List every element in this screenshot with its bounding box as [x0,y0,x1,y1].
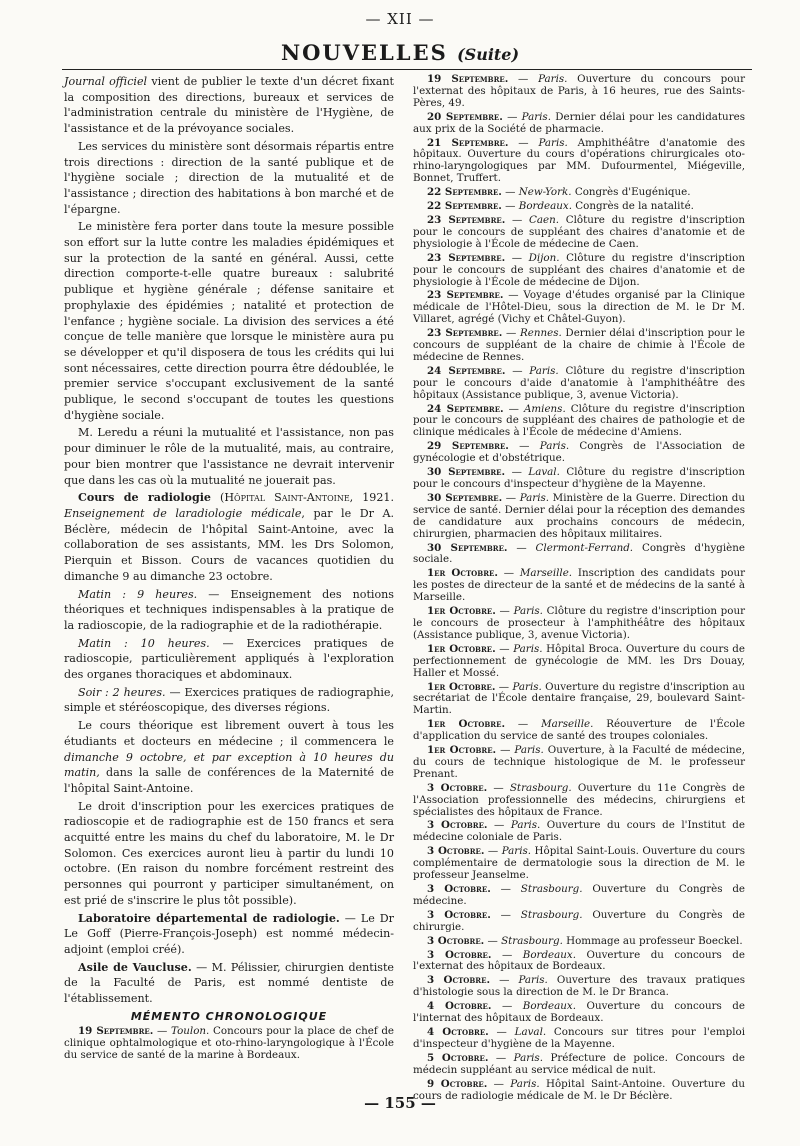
paragraph-cours-ouvert [64,718,394,797]
page-roman-number: — XII — [365,10,435,28]
memento-city: Marseille. [541,718,594,731]
memento-city: Strasbourg. [520,908,583,921]
paragraph-decret-text: vient de publier le texte d'un décret fixant la composition des directions, bureaux et services de l'administration centrale du ministère de l'Hygiène, de l'assistance et de la prévoyance sociales. [64,75,394,136]
memento-date: 19 Septembre. [78,1025,154,1038]
memento-date: 3 Octobre. [427,883,491,895]
soir-text: — Exercices pratiques de radiographie, simple et stéréoscopique, des diverses régions. [64,685,395,715]
memento-text: Dernier délai d'inscription pour le concours de suppléant de la chaire de chimie à l'École de médecine de Rennes. [413,327,745,363]
memento-text: Congrès de la natalité. [571,200,694,213]
memento-entry: 9 Octobre. — Paris. Hôpital Saint-Antoine. Ouverture du cours de radiologie médicale de M. le Dr Béclère. [413,1077,745,1102]
memento-entry: 3 Octobre. — Strasbourg. Ouverture du Congrès de chirurgie. [413,908,746,933]
cours-title: Cours de radiologie [78,491,211,505]
memento-date: 3 Octobre. [427,781,488,794]
journal-officiel: Journal officiel [64,75,148,88]
memento-city: Strasbourg. [520,883,583,895]
cours-enseignement: Enseignement de laradiologie médicale [64,506,302,520]
memento-entry: 21 Septembre. — Paris. Amphithéâtre d'anatomie des hôpitaux. Ouverture du cours d'opérations chirurgicales oto-rhino-laryngologiques par MM. Dufourmentel, Miégeville, Bonnet, Truffert. [413,136,745,185]
memento-date: 1er Octobre. [427,642,496,655]
paragraph-laboratoire [64,911,394,958]
paragraph-asile [64,960,394,1007]
paragraph-services: Les services du ministère sont désormais répartis entre trois directions : direction de la santé publique et de l'hygiène sociale ; direction de la mutualité et de l'assistance ; direction des habitations à bon marché et de l'épargne. [64,139,394,216]
title-text: NOUVELLES [280,40,448,65]
memento-date: 20 Septembre. [427,110,503,123]
memento-entry: 22 Septembre. — Bordeaux. Congrès de la natalité. [427,200,694,213]
right-column [413,73,746,1102]
memento-entry: 1er Octobre. — Marseille. Réouverture de l'École d'application du service de santé des troupes coloniales. [413,718,746,743]
memento-city: Toulon. [171,1025,210,1038]
memento-city: New-York. [518,186,572,199]
memento-text: Congrès d'hygiène sociale. [413,541,745,566]
memento-text: Amphithéâtre d'anatomie des hôpitaux. Ouverture du cours d'opérations chirurgicales oto-rhino-laryngologiques par MM. Dufourmentel, Miégeville, Bonnet, Truffert. [413,136,745,185]
memento-city: Marseille. [519,567,573,580]
paragraph-droit-inscription: Le droit d'inscription pour les exercices pratiques de radioscopie et de radiographie est de 150 francs et sera acquitté entre les mains du chef du laboratoire, M. le Dr Solomon. Ces exercices auront lieu à partir du lundi 10 octobre. (En raison du nombre forcément restreint des personnes qui pourront y participer simultanément, on est prié de s'inscrire le plus tôt possible). [64,799,394,907]
paragraph-cours-radiologie [64,490,394,584]
memento-date: 30 Septembre. [427,466,506,479]
memento-text: Clôture du registre d'inscription pour le concours d'inspecteur d'hygiène de la Mayenne. [413,466,745,490]
memento-entry: 23 Septembre. — Rennes. Dernier délai d'inscription pour le concours de suppléant de la chaire de chimie à l'École de médecine de Rennes. [413,327,745,363]
cours-rest: , par le Dr A. Béclère, médecin de l'hôpital Saint-Antoine, avec la collaboration de ses assistants, MM. les Drs Solomon, Pierquin et Bisson. Cours de vacances quotidien du dimanche 9 au dimanche 23 octobre. [64,506,395,583]
matin-9-label: Matin : 9 heures. [78,587,198,601]
memento-city: Paris. [514,744,544,757]
memento-text: Ouverture du concours pour l'externat des hôpitaux de Paris, à 16 heures, rue des Saints-Pères, 49. [413,73,745,109]
memento-text: Clôture du registre d'inscription pour le concours de suppléant des chaires d'anatomie et de physiologie à l'École de médecine de Dijon. [413,251,745,288]
title-suite: (Suite) [457,45,520,64]
memento-text: Dernier délai pour les candidatures aux prix de la Société de pharmacie. [413,110,745,135]
memento-city: Paris. [513,642,543,655]
memento-city: Dijon. [528,251,560,264]
paragraph-decret [64,74,394,137]
memento-date: 1er Octobre. [427,718,506,731]
matin-10-label: Matin : 10 heures. [78,636,210,650]
memento-city: Strasbourg. [509,781,572,794]
memento-entry: 3 Octobre. — Strasbourg. Ouverture du Congrès de médecine. [413,883,746,907]
memento-date: 1er Octobre. [427,680,496,693]
memento-text: Ouverture du concours de l'internat des hôpitaux de Bordeaux. [413,1000,745,1025]
cours-ouvert-b: dans la salle de conférences de la Maternité de l'hôpital Saint-Antoine. [64,766,394,795]
memento-entry: 1er Octobre. — Marseille. Inscription des candidats pour les postes de directeur de la santé et de médecins de la santé à Marseille. [413,567,745,604]
memento-text: Ouverture du cours de l'Institut de médecine coloniale de Paris. [413,819,745,844]
labo-text: — Le Dr Le Goff (Pierre-François-Joseph) est nommé médecin-adjoint (emploi créé). [64,911,394,956]
memento-city: Clermont-Ferrand. [535,541,634,554]
cours-place: (Hôpital Saint-Antoine, 1921. [210,491,394,505]
memento-city: Laval. [528,466,560,479]
memento-date: 19 Septembre. [427,73,509,85]
memento-entry: 3 Octobre. — Strasbourg. Hommage au professeur Boeckel. [427,934,743,947]
memento-text: Concours sur titres pour l'emploi d'inspecteur d'hygiène de la Mayenne. [413,1025,745,1050]
memento-entry: 1er Octobre. — Paris. Ouverture, à la Faculté de médecine, du cours de technique histologique de M. le professeur Prenant. [413,744,746,780]
memento-text: Ouverture, à la Faculté de médecine, du cours de technique histologique de M. le professeur Prenant. [413,744,746,780]
memento-city: Bordeaux. [522,1000,577,1013]
memento-city: Paris. [538,73,568,85]
memento-date: 3 Octobre. [427,974,491,987]
memento-text: Ouverture du 11e Congrès de l'Association professionnelle des médecins, chirurgiens et spécialistes des hôpitaux de France. [413,781,745,818]
memento-entry: 19 Septembre. — Paris. Ouverture du concours pour l'externat des hôpitaux de Paris, à 16 heures, rue des Saints-Pères, 49. [413,73,745,109]
memento-date: 23 Septembre. [427,327,503,340]
memento-text: Ouverture du Congrès de médecine. [413,883,746,907]
labo-title: Laboratoire départemental de radiologie. [78,911,340,925]
memento-date: 1er Octobre. [427,605,496,618]
memento-entry: 4 Octobre. — Bordeaux. Ouverture du concours de l'internat des hôpitaux de Bordeaux. [413,1000,745,1025]
memento-city: Rennes. [519,327,562,340]
memento-entry: 1er Octobre. — Paris. Hôpital Broca. Ouverture du cours de perfectionnement de gynécologie de MM. les Drs Douay, Haller et Mossé. [413,642,745,679]
memento-entry: 3 Octobre. — Paris. Hôpital Saint-Louis. Ouverture du cours complémentaire de dermatologie sous la direction de M. le professeur Jeanselme. [413,845,745,882]
paragraph-matin-9 [64,587,394,634]
asile-title: Asile de Vaucluse. [78,960,192,974]
memento-date: 30 Septembre. [427,541,508,554]
memento-date: 1er Octobre. [427,744,497,757]
memento-date: 3 Octobre. [427,934,485,947]
cours-ouvert-a: Le cours théorique est librement ouvert à tous les étudiants et docteurs en médecine ; il commencera le [64,719,394,748]
memento-entry: 24 Septembre. — Paris. Clôture du registre d'inscription pour le concours d'aide d'anatomie à l'amphithéâtre des hôpitaux (Assistance publique, 3, avenue Victoria). [413,364,746,401]
memento-city: Paris. [510,819,541,832]
memento-text: Préfecture de police. Concours de médecin suppléant au service médical de nuit. [413,1051,745,1076]
memento-text: Congrès de l'Association de gynécologie et d'obstétrique. [413,440,745,465]
memento-city: Paris. [513,1051,543,1064]
memento-entry: 3 Octobre. — Paris. Ouverture des travaux pratiques d'histologie sous la direction de M. le Dr Branca. [413,974,745,999]
matin-10-text: — Exercices pratiques de radioscopie, particulièrement appliqués à l'exploration des organes thoraciques et abdominaux. [64,636,394,682]
memento-entry: 30 Septembre. — Laval. Clôture du registre d'inscription pour le concours d'inspecteur d'hygiène de la Mayenne. [413,466,745,490]
memento-entry: 22 Septembre. — New-York. Congrès d'Eugénique. [427,186,691,199]
page-number: — 155 — [364,1094,436,1112]
memento-text: Inscription des candidats pour les postes de directeur de la santé et de médecins de la santé à Marseille. [413,567,745,604]
memento-text: Clôture du registre d'inscription pour le concours d'aide d'anatomie à l'amphithéâtre des hôpitaux (Assistance publique, 3, avenue Victoria). [413,364,746,401]
memento-city: Paris. [501,845,532,858]
cours-ouvert-date: dimanche 9 octobre, et par exception à 10 heures du matin, [64,750,394,780]
memento-entry: 5 Octobre. — Paris. Préfecture de police. Concours de médecin suppléant au service médical de nuit. [413,1051,745,1076]
memento-city: Paris. [521,110,551,123]
memento-date: 1er Octobre. [427,567,498,580]
memento-entry: 23 Septembre. — Voyage d'études organisé par la Clinique médicale de l'Hôtel-Dieu, sous la direction de M. le Dr M. Villaret, agrégé (Vichy et Châtel-Guyon). [413,289,746,326]
memento-text: Ouverture des travaux pratiques d'histologie sous la direction de M. le Dr Branca. [413,974,745,999]
memento-date: 22 Septembre. [427,186,502,199]
memento-date: 9 Octobre. [427,1077,488,1090]
memento-text: Voyage d'études organisé par la Clinique médicale de l'Hôtel-Dieu, sous la direction de M. le Dr M. Villaret, agrégé (Vichy et Châtel-Guyon). [413,289,746,326]
memento-date: 3 Octobre. [427,908,491,921]
memento-entry: 29 Septembre. — Paris. Congrès de l'Association de gynécologie et d'obstétrique. [413,440,745,465]
memento-text: Hôpital Broca. Ouverture du cours de perfectionnement de gynécologie de MM. les Drs Douay, Haller et Mossé. [413,642,745,679]
memento-text: Hommage au professeur Boeckel. [562,934,743,947]
memento-city: Caen. [529,213,560,226]
memento-entry: 19 Septembre. — Toulon. Concours pour la place de chef de clinique ophtalmologique et oto-rhino-laryngologique à l'École du service de santé de la marine à Bordeaux. [64,1025,395,1062]
memento-date: 30 Septembre. [427,491,503,504]
memento-text: Clôture du registre d'inscription pour le concours de prosecteur à l'amphithéâtre des hôpitaux (Assistance publique, 3, avenue Victoria). [413,605,746,641]
memento-date: 5 Octobre. [427,1051,489,1064]
left-column [64,74,394,1084]
paragraph-matin-10 [64,636,394,683]
memento-entry: 1er Octobre. — Paris. Ouverture du registre d'inscription au secrétariat de l'École dentaire française, 29, boulevard Saint-Martin. [413,680,745,717]
memento-text: Ouverture du Congrès de chirurgie. [413,908,746,933]
memento-text: Réouverture de l'École d'application du service de santé des troupes coloniales. [413,718,746,743]
memento-city: Paris. [538,136,568,149]
memento-city: Paris. [539,440,570,453]
memento-city: Paris. [518,974,548,987]
memento-entry: 30 Septembre. — Clermont-Ferrand. Congrès d'hygiène sociale. [413,541,745,566]
memento-date: 3 Octobre. [427,845,485,858]
memento-city: Amiens. [523,402,566,415]
memento-date: 3 Octobre. [427,948,492,961]
memento-city: Bordeaux. [522,948,577,961]
paragraph-soir [64,685,394,716]
memento-text: Hôpital Saint-Antoine. Ouverture du cours de radiologie médicale de M. le Dr Béclère. [413,1077,745,1102]
title-rule [62,69,752,70]
memento-date: 24 Septembre. [427,364,506,377]
memento-city: Paris. [510,1077,540,1090]
memento-city: Laval. [514,1025,547,1038]
memento-date: 23 Septembre. [427,213,506,226]
memento-entry: 20 Septembre. — Paris. Dernier délai pour les candidatures aux prix de la Société de pharmacie. [413,110,745,135]
memento-text: Congrès d'Eugénique. [571,186,691,199]
memento-date: 23 Septembre. [427,251,506,264]
memento-entry: 3 Octobre. — Paris. Ouverture du cours de l'Institut de médecine coloniale de Paris. [413,819,745,844]
asile-text: — M. Pélissier, chirurgien dentiste de la Faculté de Paris, est nommé dentiste de l'établissement. [64,960,394,1006]
memento-date: 21 Septembre. [427,136,509,149]
memento-date: 23 Septembre. [427,289,504,302]
paragraph-leredu: M. Leredu a réuni la mutualité et l'assistance, non pas pour diminuer le rôle de la mutualité, mais, au contraire, pour bien montrer que l'assistance ne devrait intervenir que dans les cas où la mutualité ne jouerait pas. [64,426,394,487]
memento-date: 22 Septembre. [427,200,502,213]
memento-entry: 1er Octobre. — Paris. Clôture du registre d'inscription pour le concours de prosecteur à l'amphithéâtre des hôpitaux (Assistance publique, 3, avenue Victoria). [413,605,746,641]
memento-text: Clôture du registre d'inscription pour le concours de suppléant des chaires de pathologie et de clinique médicales à l'École de médecine d'Amiens. [413,402,745,439]
memento-entry: 23 Septembre. — Caen. Clôture du registre d'inscription pour le concours de suppléant des chaires d'anatomie et de physiologie à l'École de médecine de Caen. [413,213,746,250]
memento-city: Paris. [513,605,543,618]
section-title [0,40,800,65]
soir-label: Soir : 2 heures. [78,685,166,699]
memento-entry: 3 Octobre. — Strasbourg. Ouverture du 11e Congrès de l'Association professionnelle des médecins, chirurgiens et spécialistes des hôpitaux de France. [413,781,745,818]
memento-city: Paris. [529,364,559,377]
memento-city: Strasbourg. [501,934,563,947]
memento-entry: 24 Septembre. — Amiens. Clôture du registre d'inscription pour le concours de suppléant des chaires de pathologie et de clinique médicales à l'École de médecine d'Amiens. [413,402,745,439]
memento-text: Clôture du registre d'inscription pour le concours de suppléant des chaires d'anatomie et de physiologie à l'École de médecine de Caen. [413,213,746,250]
memento-date: 24 Septembre. [427,402,504,415]
memento-entry: 3 Octobre. — Bordeaux. Ouverture du concours de l'externat des hôpitaux de Bordeaux. [413,948,745,973]
memento-date: 3 Octobre. [427,819,488,832]
memento-text: Ouverture du concours de l'externat des hôpitaux de Bordeaux. [413,948,745,973]
memento-date: 29 Septembre. [427,440,509,453]
memento-text: Ouverture du registre d'inscription au secrétariat de l'École dentaire française, 29, boulevard Saint-Martin. [413,680,745,717]
memento-text: Ministère de la Guerre. Direction du service de santé. Dernier délai pour la réception des demandes de candidature aux prochains concours de médecin, chirurgien, pharmacien des hôpitaux militaires. [413,491,746,540]
memento-title: MÉMENTO CHRONOLOGIQUE [130,1009,328,1023]
paragraph-ministere: Le ministère fera porter dans toute la mesure possible son effort sur la lutte contre les maladies épidémiques et sur la protection de la santé en général. Aussi, cette direction comporte-t-elle quatre bureaux : salubrité publique et hygiène générale ; défense sanitaire et prophylaxie des épidémies ; natalité et protection de l'enfance ; hygiène sociale. La division des services a été conçue de telle manière que lorsque le ministère aura pu se développer et qu'il disposera de tous les crédits qui lui sont nécessaires, cette direction pourra être dédoublée, le premier service s'occupant exclusivement de la santé publique, le second s'occupant de toutes les questions d'hygiène sociale. [64,220,394,422]
memento-entry: 4 Octobre. — Laval. Concours sur titres pour l'emploi d'inspecteur d'hygiène de la Mayenne. [413,1025,745,1050]
memento-entry: 23 Septembre. — Dijon. Clôture du registre d'inscription pour le concours de suppléant des chaires d'anatomie et de physiologie à l'École de médecine de Dijon. [413,251,745,288]
memento-text: Concours pour la place de chef de clinique ophtalmologique et oto-rhino-laryngologique à l'École du service de santé de la marine à Bordeaux. [64,1025,395,1062]
memento-city: Bordeaux. [518,200,572,213]
memento-text: Hôpital Saint-Louis. Ouverture du cours complémentaire de dermatologie sous la direction de M. le professeur Jeanselme. [413,845,745,882]
memento-city: Paris. [519,491,550,504]
matin-9-text: — Enseignement des notions théoriques et techniques indispensables à la pratique de la radioscopie, de la radiographie et de la radiothérapie. [64,587,394,632]
memento-date: 4 Octobre. [427,1025,489,1038]
memento-date: 4 Octobre. [427,1000,492,1013]
memento-entry: 30 Septembre. — Paris. Ministère de la Guerre. Direction du service de santé. Dernier délai pour la réception des demandes de candidature aux prochains concours de médecin, chirurgien, pharmacien des hôpitaux militaires. [413,491,746,540]
memento-city: Paris. [512,680,542,693]
